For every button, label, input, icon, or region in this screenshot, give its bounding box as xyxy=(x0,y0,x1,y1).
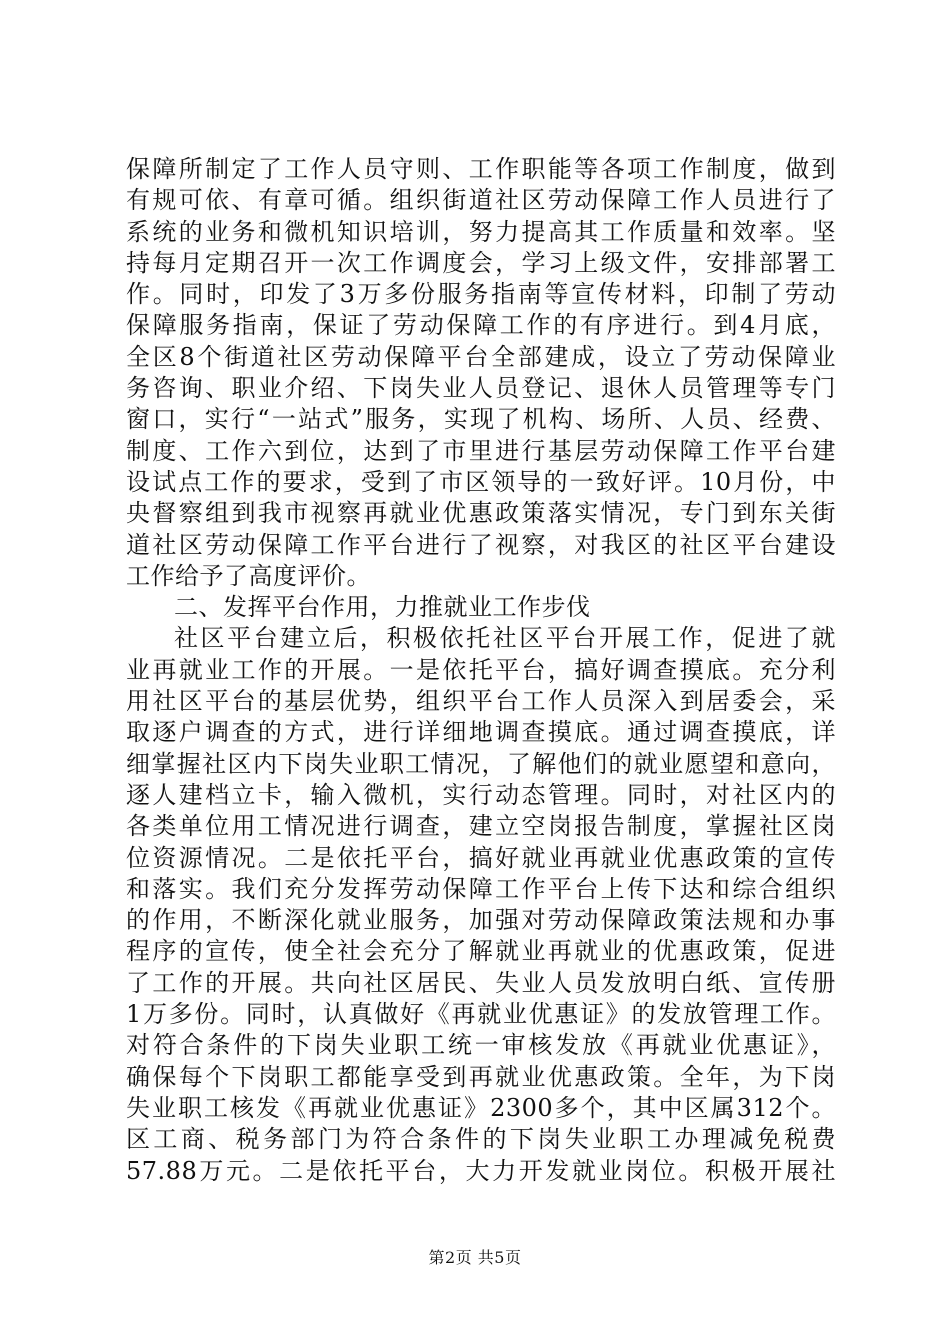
text-line: 区工商、税务部门为符合条件的下岗失业职工办理减免税费 xyxy=(126,1125,836,1154)
text-line: 用社区平台的基层优势，组织平台工作人员深入到居委会，采 xyxy=(126,687,836,716)
text-line: 位资源情况。二是依托平台，搞好就业再就业优惠政策的宣传 xyxy=(126,843,836,872)
text-line: 取逐户调查的方式，进行详细地调查摸底。通过调查摸底，详 xyxy=(126,718,836,747)
text-line: 工作给予了高度评价。 xyxy=(126,561,371,590)
body-text xyxy=(126,154,836,1187)
text-line: 1万多份。同时，认真做好《再就业优惠证》的发放管理工作。 xyxy=(126,1000,836,1029)
text-line: 业再就业工作的开展。一是依托平台，搞好调查摸底。充分利 xyxy=(126,655,836,684)
text-line: 保障所制定了工作人员守则、工作职能等各项工作制度，做到 xyxy=(126,155,836,183)
text-line: 逐人建档立卡，输入微机，实行动态管理。同时，对社区内的 xyxy=(126,780,836,809)
text-line: 程序的宣传，使全社会充分了解就业再就业的优惠政策，促进 xyxy=(126,937,836,966)
section-heading: 二、发挥平台作用，力推就业工作步伐 xyxy=(174,593,591,622)
page-footer xyxy=(0,1245,950,1268)
text-line: 对符合条件的下岗失业职工统一审核发放《再就业优惠证》， xyxy=(126,1031,836,1060)
text-line: 确保每个下岗职工都能享受到再就业优惠政策。全年，为下岗 xyxy=(126,1062,836,1091)
text-line: 务咨询、职业介绍、下岗失业人员登记、退休人员管理等专门 xyxy=(126,374,836,403)
text-line: 和落实。我们充分发挥劳动保障工作平台上传下达和综合组织 xyxy=(126,874,836,903)
text-line: 社区平台建立后，积极依托社区平台开展工作，促进了就 xyxy=(174,624,836,653)
text-line: 各类单位用工情况进行调查，建立空岗报告制度，掌握社区岗 xyxy=(126,812,836,841)
text-line: 有规可依、有章可循。组织街道社区劳动保障工作人员进行了 xyxy=(126,186,836,215)
text-line: 央督察组到我市视察再就业优惠政策落实情况，专门到东关街 xyxy=(126,499,836,528)
text-line: 的作用，不断深化就业服务，加强对劳动保障政策法规和办事 xyxy=(126,906,836,935)
text-line: 持每月定期召开一次工作调度会，学习上级文件，安排部署工 xyxy=(126,248,836,277)
text-line: 制度、工作六到位，达到了市里进行基层劳动保障工作平台建 xyxy=(126,436,836,465)
page-number-label: 第2页 共5页 xyxy=(428,1248,522,1267)
text-line: 细掌握社区内下岗失业职工情况，了解他们的就业愿望和意向， xyxy=(126,749,836,778)
text-line: 了工作的开展。共向社区居民、失业人员发放明白纸、宣传册 xyxy=(126,968,836,997)
text-line: 道社区劳动保障工作平台进行了视察，对我区的社区平台建设 xyxy=(126,530,836,559)
text-line: 57.88万元。二是依托平台，大力开发就业岗位。积极开展社 xyxy=(126,1156,836,1185)
text-line: 失业职工核发《再就业优惠证》2300多个，其中区属312个。 xyxy=(126,1093,836,1122)
text-line: 窗口，实行“一站式”服务，实现了机构、场所、人员、经费、 xyxy=(126,405,836,434)
text-line: 全区8个街道社区劳动保障平台全部建成，设立了劳动保障业 xyxy=(126,342,836,371)
text-line: 系统的业务和微机知识培训，努力提高其工作质量和效率。坚 xyxy=(126,217,836,246)
text-line: 作。同时，印发了3万多份服务指南等宣传材料，印制了劳动 xyxy=(126,280,836,309)
text-line: 设试点工作的要求，受到了市区领导的一致好评。10月份，中 xyxy=(126,467,836,496)
text-line: 保障服务指南，保证了劳动保障工作的有序进行。到4月底， xyxy=(126,311,836,340)
